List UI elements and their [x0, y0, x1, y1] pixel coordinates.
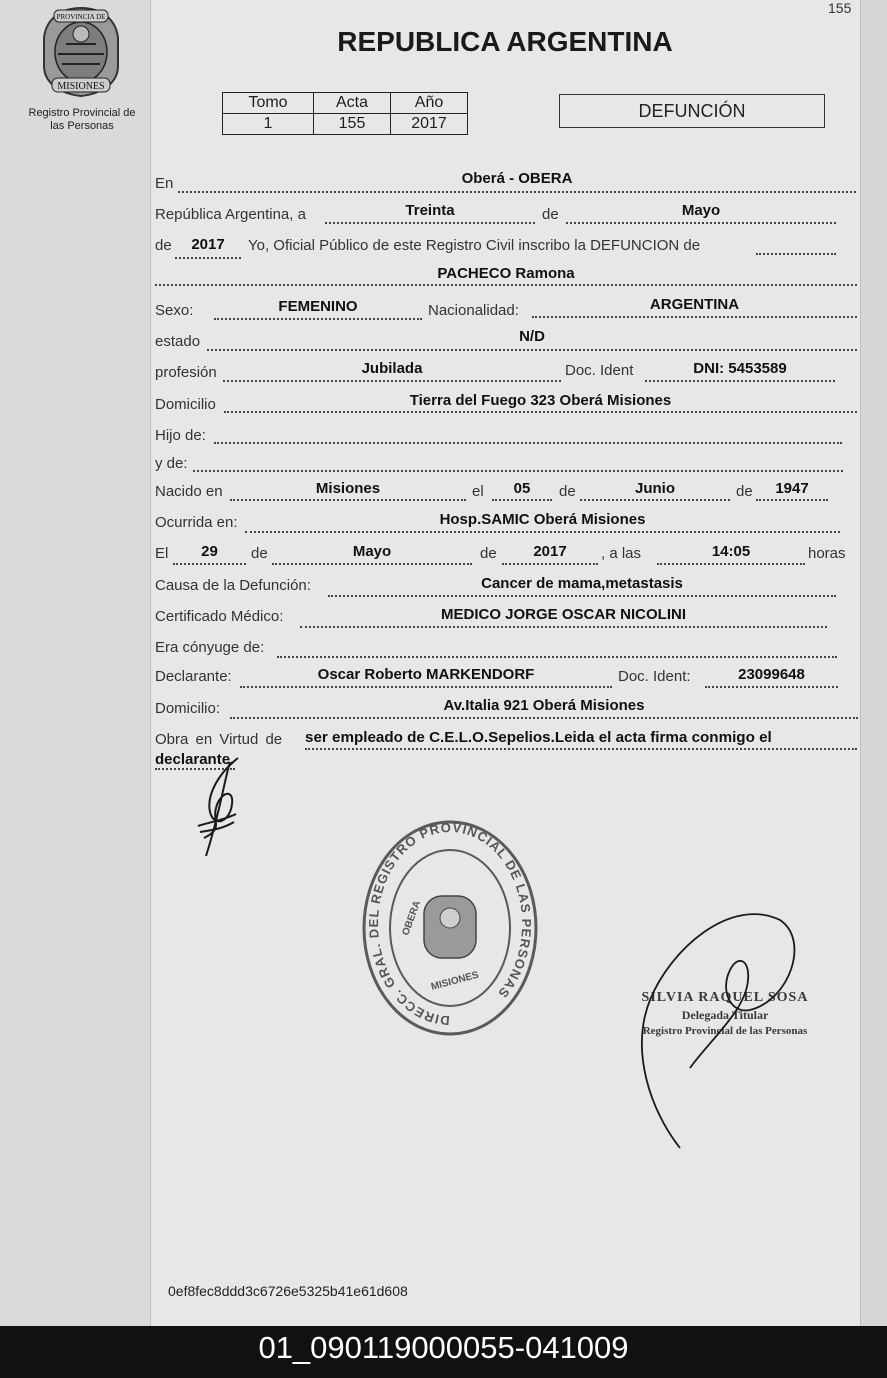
nacionalidad-label: Nacionalidad: — [428, 302, 519, 319]
hijo-label: Hijo de: — [155, 427, 206, 444]
place-value: Oberá - OBERA — [461, 170, 573, 187]
nacido-value: Misiones — [315, 480, 381, 497]
left-margin — [0, 0, 151, 1326]
declarante-value: Oscar Roberto MARKENDORF — [317, 666, 535, 683]
dotted-line — [175, 257, 241, 259]
dotted-line — [328, 595, 836, 597]
dotted-line — [245, 531, 840, 533]
obra-label: Obra en Virtud de — [155, 731, 283, 748]
el-label: El — [155, 545, 169, 562]
official-name: SILVIA RAQUEL SOSA — [641, 990, 809, 1005]
document-hash: 0ef8fec8ddd3c6726e5325b41e61d608 — [168, 1283, 408, 1299]
deceased-name-value: PACHECO Ramona — [437, 265, 575, 282]
dotted-line — [502, 563, 598, 565]
header-acta: Acta — [314, 93, 391, 114]
conyuge-label: Era cónyuge de: — [155, 639, 265, 656]
dotted-line — [214, 442, 842, 444]
dotted-line — [272, 563, 472, 565]
seal-inner-left: OBERA — [400, 899, 424, 938]
header-ano: Año — [391, 93, 468, 114]
dotted-line — [240, 686, 612, 688]
official-role: Delegada Titular — [681, 1008, 769, 1022]
doc2-value: 23099648 — [738, 666, 805, 683]
record-table — [222, 92, 468, 135]
death-day-value: 29 — [201, 543, 218, 560]
page-number: 155 — [828, 0, 852, 16]
declarante-label: Declarante: — [155, 668, 232, 685]
crest-bottom-text: MISIONES — [57, 81, 105, 92]
certificado-label: Certificado Médico: — [155, 608, 284, 625]
profesion-value: Jubilada — [361, 360, 423, 377]
dotted-line — [300, 626, 827, 628]
death-month-value: Mayo — [352, 543, 392, 560]
profesion-label: profesión — [155, 364, 217, 381]
value-acta: 155 — [314, 114, 391, 135]
obra-text-1: ser empleado de C.E.L.O.Sepelios.Leida el acta firma conmigo el — [305, 729, 772, 746]
certificado-value: MEDICO JORGE OSCAR NICOLINI — [440, 606, 687, 623]
causa-value: Cancer de mama,metastasis — [481, 575, 683, 592]
dotted-line — [705, 686, 838, 688]
obra-text-2: declarante. — [155, 751, 235, 768]
dotted-line — [193, 470, 843, 472]
footer-code: 01_090119000055-041009 — [258, 1330, 629, 1365]
doc2-label: Doc. Ident: — [618, 668, 691, 685]
dotted-line — [492, 499, 552, 501]
declarant-signature-icon — [190, 752, 260, 864]
dotted-line — [756, 253, 836, 255]
de-label: de — [736, 483, 753, 500]
dotted-line — [173, 563, 246, 565]
causa-label: Causa de la Defunción: — [155, 577, 311, 594]
birth-year-value: 1947 — [775, 480, 809, 497]
domicilio-value: Tierra del Fuego 323 Oberá Misiones — [409, 392, 672, 409]
death-time-value: 14:05 — [711, 543, 751, 560]
republica-label: República Argentina, a — [155, 206, 306, 223]
dotted-line — [305, 748, 857, 750]
value-ano: 2017 — [391, 114, 468, 135]
birth-month-value: Junio — [635, 480, 675, 497]
seal-ring-text: DIRECC. GRAL. DEL REGISTRO PROVINCIAL DE LAS PERSONAS — [366, 819, 535, 1029]
right-margin — [860, 0, 887, 1326]
dotted-line — [155, 284, 857, 286]
de-label: de — [542, 206, 559, 223]
domicilio2-label: Domicilio: — [155, 700, 221, 717]
ocurrida-label: Ocurrida en: — [155, 514, 238, 531]
death-year-value: 2017 — [533, 543, 567, 560]
official-signature-icon — [630, 900, 810, 1160]
de-label: de — [251, 545, 268, 562]
day-word-value: Treinta — [405, 202, 455, 219]
en-label: En — [155, 175, 174, 192]
sexo-label: Sexo: — [155, 302, 194, 319]
footer-code-bar — [0, 1326, 887, 1378]
dotted-line — [657, 563, 805, 565]
dotted-line — [566, 222, 836, 224]
ocurrida-value: Hosp.SAMIC Oberá Misiones — [439, 511, 646, 528]
year-value: 2017 — [191, 236, 225, 253]
estado-label: estado — [155, 333, 201, 350]
nacido-label: Nacido en — [155, 483, 223, 500]
seal-inner-bottom: MISIONES — [429, 969, 481, 993]
yde-label: y de: — [155, 455, 188, 472]
dotted-line — [325, 222, 535, 224]
domicilio2-value: Av.Italia 921 Oberá Misiones — [443, 697, 645, 714]
dotted-line — [580, 499, 730, 501]
sexo-value: FEMENINO — [278, 298, 358, 315]
dotted-line — [178, 191, 856, 193]
dotted-line — [223, 380, 561, 382]
dotted-line — [224, 411, 857, 413]
page-title: REPUBLICA ARGENTINA — [337, 26, 673, 57]
header-tomo: Tomo — [223, 93, 314, 114]
registry-label: Registro Provincial de las Personas — [28, 107, 136, 132]
official-text: Yo, Oficial Público de este Registro Civil inscribo la DEFUNCION de — [248, 237, 701, 254]
crest-top-text: PROVINCIA DE — [56, 13, 106, 21]
de-label: de — [155, 237, 172, 254]
doc-label: Doc. Ident — [565, 362, 634, 379]
official-office: Registro Provincial de las Personas — [642, 1025, 808, 1037]
domicilio-label: Domicilio — [155, 396, 216, 413]
alas-label: , a las — [601, 545, 642, 562]
nacionalidad-value: ARGENTINA — [649, 296, 740, 313]
dotted-line — [756, 499, 828, 501]
dotted-line — [230, 717, 858, 719]
dotted-line — [277, 656, 837, 658]
doc-value: DNI: 5453589 — [693, 360, 787, 377]
value-tomo: 1 — [223, 114, 314, 135]
record-type: DEFUNCIÓN — [559, 94, 825, 128]
dotted-line — [207, 349, 857, 351]
provincia-crest-icon — [38, 4, 124, 100]
estado-value: N/D — [519, 328, 545, 345]
dotted-line — [214, 318, 422, 320]
horas-label: horas — [808, 545, 846, 562]
dotted-line — [645, 380, 835, 382]
month-word-value: Mayo — [681, 202, 721, 219]
dotted-line — [532, 316, 857, 318]
el-label: el — [472, 483, 484, 500]
de-label: de — [559, 483, 576, 500]
registry-seal-icon — [360, 818, 540, 1038]
birth-day-value: 05 — [513, 480, 531, 497]
de-label: de — [480, 545, 497, 562]
dotted-line — [230, 499, 466, 501]
